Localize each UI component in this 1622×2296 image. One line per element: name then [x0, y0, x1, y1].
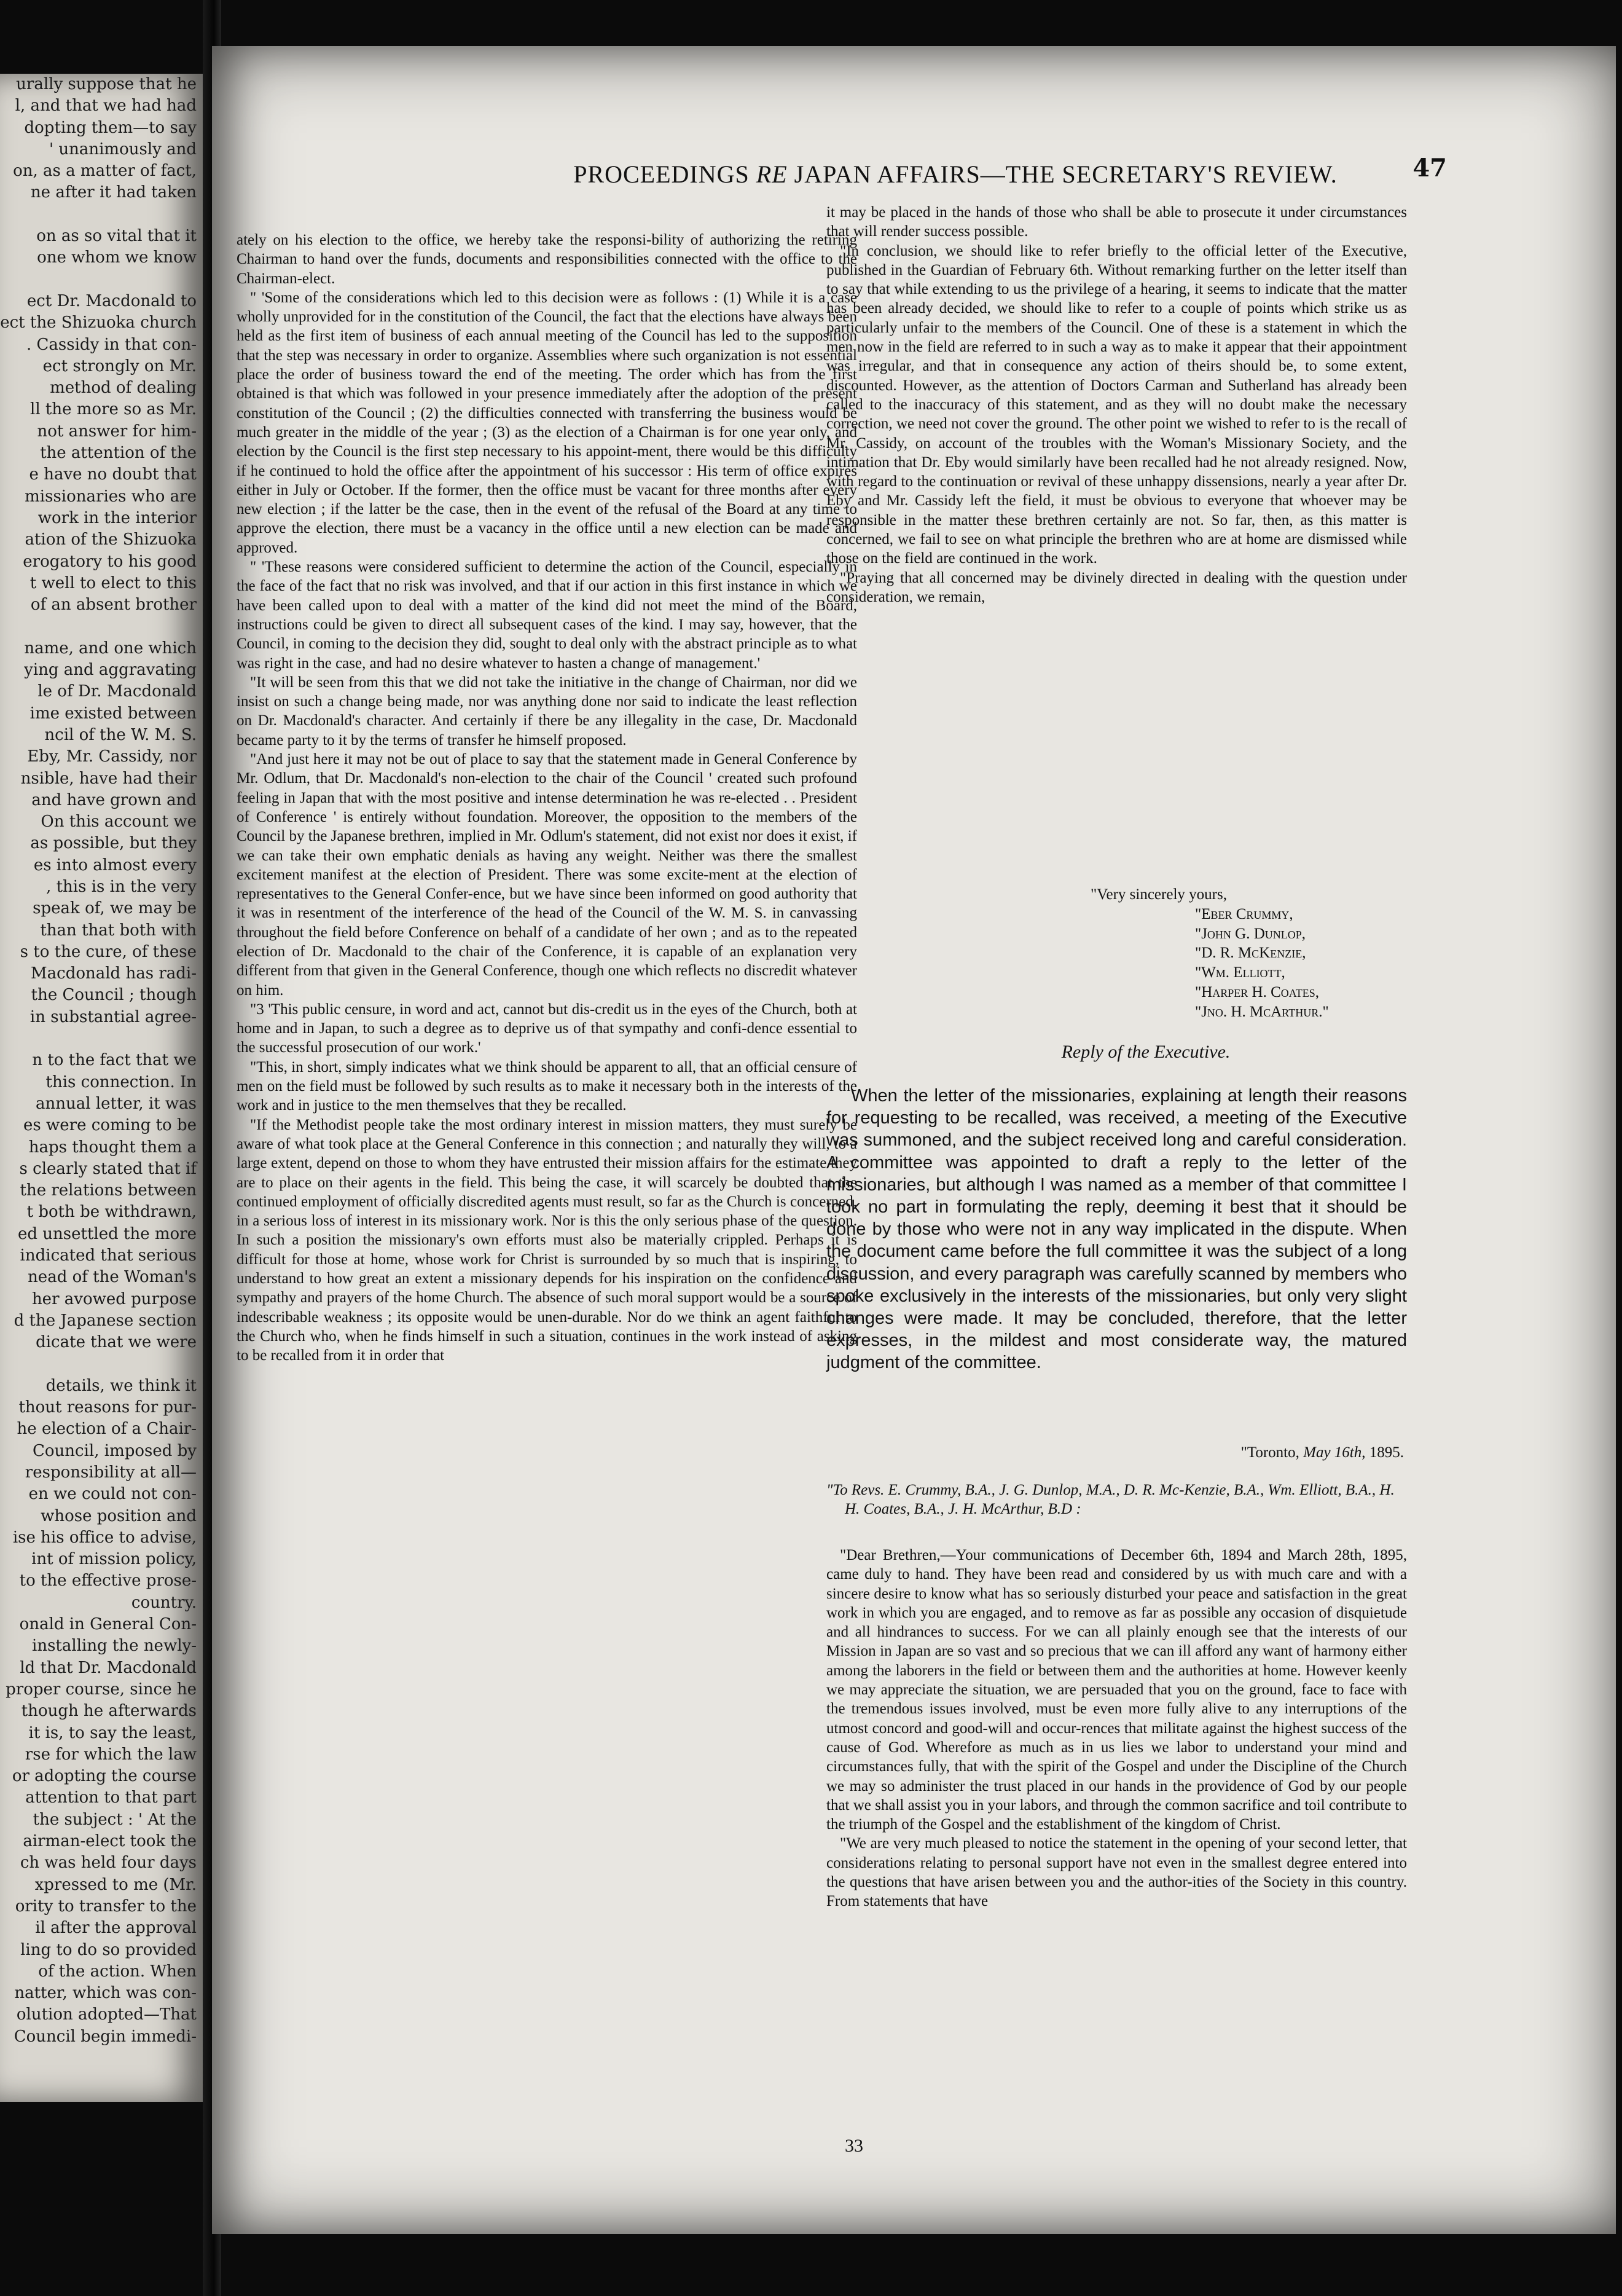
facing-page-line: il after the approval: [35, 1919, 197, 1938]
signatory: "D. R. McKenzie,: [1195, 945, 1306, 962]
middle-column: [237, 230, 857, 1366]
facing-page-line: in substantial agree-: [29, 1007, 197, 1026]
signatory: "Wm. Elliott,: [1195, 964, 1285, 981]
signatory: "John G. Dunlop,: [1195, 925, 1306, 942]
signatory: "Harper H. Coates,: [1195, 983, 1320, 1001]
facing-page-line: [0, 616, 203, 637]
facing-page-line: name, and one which: [24, 639, 197, 658]
mid-para-3: "It will be seen from this that we did not take the initiative in the change of Chairman, nor did we insist on such a change being made, nor was anything done nor said to indicate the least reflection on Dr. Macdonald's character. And certainly if there be any illegality in the case, Dr. Macdonald became party to it by the terms of transfer he himself proposed.: [237, 674, 857, 749]
facing-page-line: natter, which was con-: [14, 1984, 197, 2003]
right-para-2: "Praying that all concerned may be divinely directed in dealing with the question under consideration, we remain,: [826, 569, 1407, 605]
facing-page-line: this connection. In: [45, 1072, 197, 1091]
facing-page-line: on, as a matter of fact,: [13, 162, 197, 181]
letter-para-0: "Dear Brethren,—Your communications of December 6th, 1894 and March 28th, 1895, came duly to hand. They have been read and considered by us with much care and with a sincere desire to know what has so seriously disturbed your peace and satisfaction in the great work in which you are engaged, and to remove as far as possible any occasion of disquietude and all hindrances to success. For we can all plainly enough see that the interests of our Mission in Japan are so vast and so precious that we can ill afford any want of harmony either among the laborers in the field or between them and the authorities at home. However keenly we may appreciate the situation, we are persuaded that you on the ground, face to face with the tremendous issues involved, must be even more fully alive to any interruptions of the utmost concord and good-will and occur-rences that militate against the highest success of the cause of God. Wherefore as much as in us lies we labor to understand your mind and circumstances fully, that with the spirit of the Gospel and under the Discipline of the Church we may so administer the trust placed in our hands in the providence of God by our people that we shall assist you in your labors, and through the common sacrifice and toil contribute to the triumph of the Gospel and the establishment of the kingdom of Christ.: [826, 1547, 1407, 1833]
facing-page-line: [0, 204, 203, 226]
right-para-0: it may be placed in the hands of those who shall be able to prosecute it under circumstances that will render success possible.: [826, 204, 1407, 240]
facing-page-line: l, and that we had had: [15, 96, 197, 116]
facing-page-line: ect Dr. Macdonald to: [26, 291, 197, 310]
facing-page-line: ch was held four days: [20, 1854, 197, 1873]
signature-block: [1072, 885, 1404, 1022]
facing-page-line: nead of the Woman's: [28, 1268, 197, 1287]
facing-page-line: ation of the Shizuoka: [25, 530, 197, 549]
signatory: "Eber Crummy,: [1195, 905, 1293, 922]
facing-page-line: method of dealing: [50, 379, 197, 398]
facing-page-line: [0, 1028, 203, 1050]
mid-para-1: " 'Some of the considerations which led to this decision were as follows : (1) While it is a case wholly unprovided for in the constitution of the Council, the fact that the elections have always been held as the first item of business of each annual meeting of the Council has led to the supposition that the step was necessary in order to organize. Assemblies where such organization is not essential place the order of business toward the end of the meeting. The order which has from the first obtained is that which was followed in your presence immediately after the adoption of the present constitution of the Council ; (2) the difficulties connected with transferring the business would be much greater in the middle of the year ; (3) as the election of a Chairman is for one year only, and election by the Council is the first step necessary to his appoint-ment, there would be this difficulty if he continued to hold the office after the appointment of his successor : His term of office expires either in July or October. If the former, then the office must be vacant for three months after every new election ; if the latter be the case, then in the event of the refusal of the Board at any time to approve the election, there must be a vacancy in the office until a new election can be made and approved.: [237, 289, 857, 556]
facing-page-line: he election of a Chair-: [17, 1420, 197, 1439]
facing-page-line: ect the Shizuoka church: [0, 313, 197, 332]
facing-page-line: int of mission policy,: [31, 1550, 197, 1569]
facing-page-line: of an absent brother: [30, 596, 197, 615]
facing-page-line: t both be withdrawn,: [26, 1203, 197, 1222]
facing-page-line: the relations between: [20, 1181, 197, 1200]
facing-page-line: olution adopted—That: [16, 2005, 197, 2024]
facing-page-line: whose position and: [41, 1506, 197, 1525]
facing-page-line: t well to elect to this: [29, 573, 197, 592]
facing-page-line: details, we think it: [45, 1376, 197, 1395]
facing-page-line: on as so vital that it: [36, 227, 197, 246]
facing-page-line: country.: [131, 1593, 197, 1612]
facing-page-line: dicate that we were: [36, 1333, 197, 1352]
facing-page-line: s clearly stated that if: [19, 1159, 197, 1178]
facing-page-line: not answer for him-: [37, 422, 197, 441]
facing-page-line: [0, 1354, 203, 1375]
facing-page-line: rse for which the law: [25, 1745, 197, 1764]
facing-page-line: erogatory to his good: [23, 552, 197, 571]
facing-page-line: [0, 269, 203, 291]
facing-page-line: ' unanimously and: [49, 140, 197, 159]
mid-para-7: "If the Methodist people take the most ordinary interest in mission matters, they must surely be aware of what took place at the General Conference in this connection ; and naturally they will, to a large extent, depend on those to whom they have entrusted their mission affairs for the estimate they are to place on their agents in the field. This being the case, it will scarcely be doubted that the continued employment of officially discredited agents must result, so far as the Church is concerned, in a serious loss of interest in its missionary work. Nor is this the only serious phase of the question. In such a position the missionary's own efforts must also be materially crippled. Perhaps it is difficult for those at home, whose work for Christ is surrounded by so much that is inspiring, to understand to how great an extent a missionary depends for his inspiration on the confidence and sympathy and prayers of the home Church. The absence of such moral support would be a source of indescribable weakness ; its opposite would be unen-durable. Nor do we think an agent faithful to the Church who, when he finds himself in such a situation, continues in the work instead of asking to be recalled from it in order that: [237, 1116, 857, 1364]
right-column-top: [826, 203, 1407, 607]
facing-page-line: ority to transfer to the: [15, 1897, 197, 1916]
facing-page-line: her avowed purpose: [31, 1289, 197, 1308]
mid-para-0: ately on his election to the office, we hereby take the responsi-bility of authorizing the retiring Chairman to hand over the funds, documents and responsibilities connected with the office to the Chairman-elect.: [237, 232, 857, 287]
dateline-place: "Toronto,: [1240, 1444, 1304, 1461]
facing-page-line: haps thought them a: [28, 1138, 197, 1157]
facing-page-line: responsibility at all—: [25, 1463, 197, 1482]
facing-page-line: onald in General Con-: [19, 1615, 197, 1634]
facing-page-line: Eby, Mr. Cassidy, nor: [27, 747, 197, 766]
addressees: "To Revs. E. Crummy, B.A., J. G. Dunlop, M.A., D. R. Mc-Kenzie, B.A., Wm. Elliott, B.A., H. H. Coates, B.A., J. H. McArthur, B.D :: [826, 1482, 1395, 1517]
facing-page-line: airman-elect took the: [23, 1832, 197, 1851]
dateline: [1146, 1444, 1404, 1461]
reply-body: When the letter of the missionaries, explaining at length their reasons for requesting to be recalled, was received, a meeting of the Executive was summoned, and the subject received long and careful consideration. A committee was appointed to draft a reply to the letter of the missionaries, but although I was named as a member of that committee I took no part in formulating the reply, deeming it best that it should be done by those who were not in any way implicated in the dispute. When the document came before the full committee it was the subject of a long discussion, and every paragraph was carefully scanned by members who spoke exclusively in the interests of the missionaries, but only very slight changes were made. It may be concluded, therefore, that the letter expresses, in the mildest and most considerate way, the matured judgment of the committee.: [826, 1086, 1407, 1373]
facing-page-line: of the action. When: [38, 1962, 197, 1981]
facing-page-line: d the Japanese section: [14, 1311, 197, 1330]
facing-page-line: nsible, have had their: [20, 769, 197, 788]
facing-page-line: indicated that serious: [20, 1246, 197, 1265]
closing-line: "Very sincerely yours,: [1091, 886, 1227, 903]
mid-para-4: "And just here it may not be out of place to say that the statement made in General Conference by Mr. Odlum, that Dr. Macdonald's non-election to the chair of the Council ' created such profound feeling in Japan that with the most positive and intense determination he was re-elected . . President of Conference ' is entirely without foundation. Moreover, the opposition to the members of the Council by the Japanese brethren, implied in Mr. Odlum's statement, did not exist nor does it exist, if we can take their own emphatic denials as having any weight. Neither was there the smallest excitement manifest at the election of President. There was some excite-ment at the election of representatives to the General Confer-ence, but we have since been informed on good authority that it was in resentment of the interference of the head of the Council of the W. M. S. in canvassing throughout the field before Conference on behalf of a candidate of her own ; and as to the repeated election of Dr. Macdonald to the chair of the Conference, it is capable of an explanation very different from that given in the General Conference, though one which reflects no discredit whatever on him.: [237, 751, 857, 999]
facing-page-line: ime existed between: [29, 704, 197, 723]
facing-page-line: attention to that part: [25, 1788, 197, 1807]
facing-page-line: annual letter, it was: [35, 1094, 197, 1113]
mid-para-2: " 'These reasons were considered sufficient to determine the action of the Council, especially in the face of the fact that no risk was involved, and that if our action in this first instance in which we have been called upon to deal with a matter of the kind did not meet the mind of the Board, instructions could be given to direct all subsequent cases of the kind. I may say, however, that the Council, in coming to the decision they did, sought to deal only with the abstract principle as to what was right in the case, and had no desire whatever to hasten a change of management.': [237, 559, 857, 672]
page-47: [212, 46, 1616, 2234]
right-para-1: "In conclusion, we should like to refer briefly to the official letter of the Executive, published in the Guardian of February 6th. Without remarking further on the letter itself than to say that while extending to us the privilege of a hearing, it seems to indicate that the matter has been already decided, we should like to refer to a couple of points which strike us as particularly unfair to the members of the Council. One of these is a statement in which the men now in the field are referred to in such a way as to make it appear that their appointment was irregular, and that in consequence any action of theirs should be, to some extent, discounted. However, as the attention of Doctors Carman and Sutherland has already been called to the inaccuracy of this statement, and as they will no doubt make the necessary correction, we need not cover the ground. The other point we wished to refer to is the recall of Mr. Cassidy, on account of the troubles with the Woman's Missionary Society, and the intimation that Dr. Eby would similarly have been recalled had he not already resigned. Now, with regard to the continuation or revival of these unhappy dissensions, nearly a year after Dr. Eby and Mr. Cassidy left the field, it must be obvious to everyone that whoever may be responsible in the matter these brethren certainly are not. So far, then, as this matter is concerned, we fail to see on what principle the brethren who are at home are dismissed while those on the field are continued in the work.: [826, 242, 1407, 567]
letter-para-1: "We are very much pleased to notice the statement in the opening of your second letter, that considerations relating to personal support have not even in the smallest degree entered into the questions that have arisen between you and the author-ities of the Society in this country. From statements that have: [826, 1835, 1407, 1910]
facing-page-line: e have no doubt that: [29, 465, 197, 484]
facing-page-line: ed unsettled the more: [18, 1224, 197, 1243]
facing-page-line: missionaries who are: [25, 487, 197, 506]
running-head-pre: PROCEEDINGS: [573, 160, 756, 188]
facing-page-line: ying and aggravating: [24, 661, 197, 680]
facing-page-line: urally suppose that he: [16, 75, 197, 93]
facing-page-line: proper course, since he: [6, 1680, 197, 1699]
facing-page-line: en we could not con-: [28, 1485, 197, 1504]
facing-page-line: Macdonald has radi-: [31, 964, 197, 983]
facing-page-line: dopting them—to say: [24, 118, 197, 137]
facing-page-line: On this account we: [41, 812, 197, 832]
facing-page-line: to the effective prose-: [19, 1571, 197, 1590]
facing-page-line: as possible, but they: [30, 834, 197, 853]
facing-page-line: thout reasons for pur-: [18, 1398, 197, 1417]
right-column-bottom: [826, 1546, 1407, 1911]
facing-page-line: . Cassidy in that con-: [26, 335, 197, 354]
facing-page-line: ncil of the W. M. S.: [44, 725, 197, 744]
facing-page-line: es into almost every: [33, 855, 197, 875]
facing-page-line: , this is in the very: [46, 877, 197, 896]
facing-page-line: Council begin immedi-: [14, 2027, 197, 2046]
facing-page-line: es were coming to be: [23, 1116, 197, 1135]
facing-page-line: it is, to say the least,: [28, 1723, 197, 1742]
running-head: [372, 160, 1539, 189]
facing-page-line: ling to do so provided: [20, 1940, 197, 1959]
running-head-post: JAPAN AFFAIRS—THE SECRETARY'S REVIEW.: [787, 160, 1338, 188]
folio-number: 33: [845, 2136, 863, 2156]
facing-page-line: and have grown and: [31, 790, 197, 809]
facing-page-line: the attention of the: [40, 444, 197, 463]
facing-page-line: ld that Dr. Macdonald: [20, 1658, 197, 1677]
facing-page-line: or adopting the course: [12, 1767, 197, 1786]
facing-page-line: xpressed to me (Mr.: [34, 1875, 197, 1894]
facing-page-line: the subject : ' At the: [33, 1810, 197, 1829]
facing-page-line: ll the more so as Mr.: [30, 400, 197, 419]
facing-page-line: ect strongly on Mr.: [42, 356, 197, 375]
dateline-year: , 1895.: [1361, 1444, 1404, 1461]
facing-page-line: one whom we know: [37, 248, 197, 267]
facing-page-line: le of Dr. Macdonald: [37, 682, 197, 701]
facing-page-line: installing the newly-: [32, 1637, 197, 1656]
facing-page-line: the Council ; though: [31, 986, 197, 1005]
facing-page-line: work in the interior: [37, 508, 197, 527]
facing-page-line: Council, imposed by: [33, 1441, 197, 1460]
mid-para-6: "This, in short, simply indicates what we think should be apparent to all, that an official censure of men on the field must be followed by such results as to make it necessary both in the interests of the work and in justice to the men themselves that they be recalled.: [237, 1058, 857, 1114]
facing-page-line: than that both with: [40, 921, 197, 940]
mid-para-5: "3 'This public censure, in word and act, cannot but dis-credit us in the eyes of the Church, both at home and in Japan, to such a degree as to deprive us of that sympathy and confi-dence essential to the successful prosecution of our work.': [237, 1001, 857, 1056]
facing-page-line: ne after it had taken: [30, 183, 197, 202]
facing-page-line: speak of, we may be: [33, 899, 197, 918]
dateline-day: May 16th: [1303, 1444, 1362, 1461]
facing-page-line: s to the cure, of these: [20, 942, 197, 961]
running-head-re: RE: [756, 160, 788, 188]
page-number: 47: [1412, 154, 1447, 183]
signatory: "Jno. H. McArthur.": [1195, 1003, 1329, 1020]
facing-page-line: though he afterwards: [21, 1702, 197, 1721]
section-heading: Reply of the Executive.: [1061, 1042, 1231, 1062]
facing-page-line: ise his office to advise,: [12, 1528, 197, 1547]
facing-page-left: [0, 74, 203, 2102]
facing-page-line: n to the fact that we: [32, 1051, 197, 1070]
